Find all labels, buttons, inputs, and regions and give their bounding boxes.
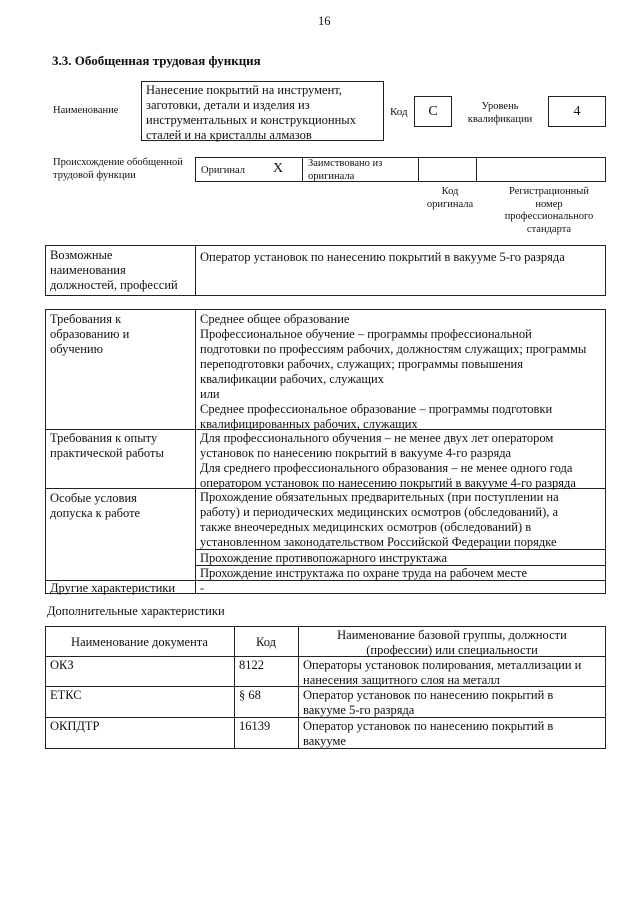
col-header-group: Наименование базовой группы, должности (профессии) или специальности xyxy=(337,628,567,657)
table-row-1-name: Операторы установок полирования, металлизации и нанесения защитного слоя на металл xyxy=(303,658,582,687)
possible-names-label: Возможные наименования должностей, профессий xyxy=(50,248,178,292)
name-value: Нанесение покрытий на инструмент, заготовки, детали и изделия из инструментальных и конструкционных сталей и на кристаллы алмазов xyxy=(146,83,356,142)
table-row-2-doc: ЕТКС xyxy=(50,688,82,702)
req-experience-label: Требования к опыту практической работы xyxy=(50,431,164,460)
req-special-value-1: Прохождение обязательных предварительных (при поступлении на работу) и периодических медицинских осмотров (обследований), а также внеочередных медицинских осмотров (обследований) в установленном законодательством Российской Федерации порядке xyxy=(200,490,559,549)
table-row-2-code: § 68 xyxy=(239,688,261,702)
table-row-3-name: Оператор установок по нанесению покрытий в вакууме xyxy=(303,719,554,748)
section-title: 3.3. Обобщенная трудовая функция xyxy=(52,53,261,68)
additional-title: Дополнительные характеристики xyxy=(47,604,225,618)
level-value: 4 xyxy=(548,96,606,127)
original-label: Оригинал xyxy=(201,165,245,176)
req-special-value-3: Прохождение инструктажа по охране труда на рабочем месте xyxy=(200,566,528,580)
code-original-caption: Код оригинала xyxy=(426,186,474,210)
table-row-1-code: 8122 xyxy=(239,658,264,672)
req-experience-value: Для профессионального обучения – не менее двух лет оператором установок по нанесению покрытий в вакууме 4-го разряда Для среднего профессионального образования – не менее одного года оператором установок по нанесению покрытий в вакууме 4-го разряда xyxy=(200,431,576,490)
original-mark: X xyxy=(273,161,284,176)
req-other-value: - xyxy=(200,581,205,595)
borrowed-label: Заимствовано из оригинала xyxy=(308,158,383,182)
req-special-value-2: Прохождение противопожарного инструктажа xyxy=(200,551,448,565)
req-other-label: Другие характеристики xyxy=(50,581,176,595)
reg-number-caption: Регистрационный номер профессионального стандарта xyxy=(504,186,594,235)
table-row-3-doc: ОКПДТР xyxy=(50,719,100,733)
req-special-label: Особые условия допуска к работе xyxy=(50,491,141,520)
name-value-box xyxy=(141,81,384,141)
col-header-document: Наименование документа xyxy=(71,635,208,649)
code-label: Код xyxy=(390,106,408,118)
level-label: Уровень квалификации xyxy=(467,101,533,125)
col-header-code: Код xyxy=(256,635,276,649)
table-row-1-doc: ОКЗ xyxy=(50,658,74,672)
name-label: Наименование xyxy=(53,105,119,116)
origin-row xyxy=(195,157,606,182)
page-number: 16 xyxy=(318,14,331,28)
possible-names-value: Оператор установок по нанесению покрытий в вакууме 5-го разряда xyxy=(200,250,565,264)
table-row-2-name: Оператор установок по нанесению покрытий в вакууме 5-го разряда xyxy=(303,688,554,717)
code-value: C xyxy=(414,96,452,127)
table-row-3-code: 16139 xyxy=(239,719,271,733)
origin-label: Происхождение обобщенной трудовой функции xyxy=(53,157,183,181)
req-education-label: Требования к образованию и обучению xyxy=(50,312,130,356)
req-education-value: Среднее общее образование Профессиональное обучение – программы профессиональной подготовки по профессиям рабочих, должностям служащих; программы переподготовки рабочих, служащих; программы повышения квалификации рабочих, служащих или Среднее профессиональное образование – программы подготовки квалифицированных рабочих, служащих xyxy=(200,312,587,431)
